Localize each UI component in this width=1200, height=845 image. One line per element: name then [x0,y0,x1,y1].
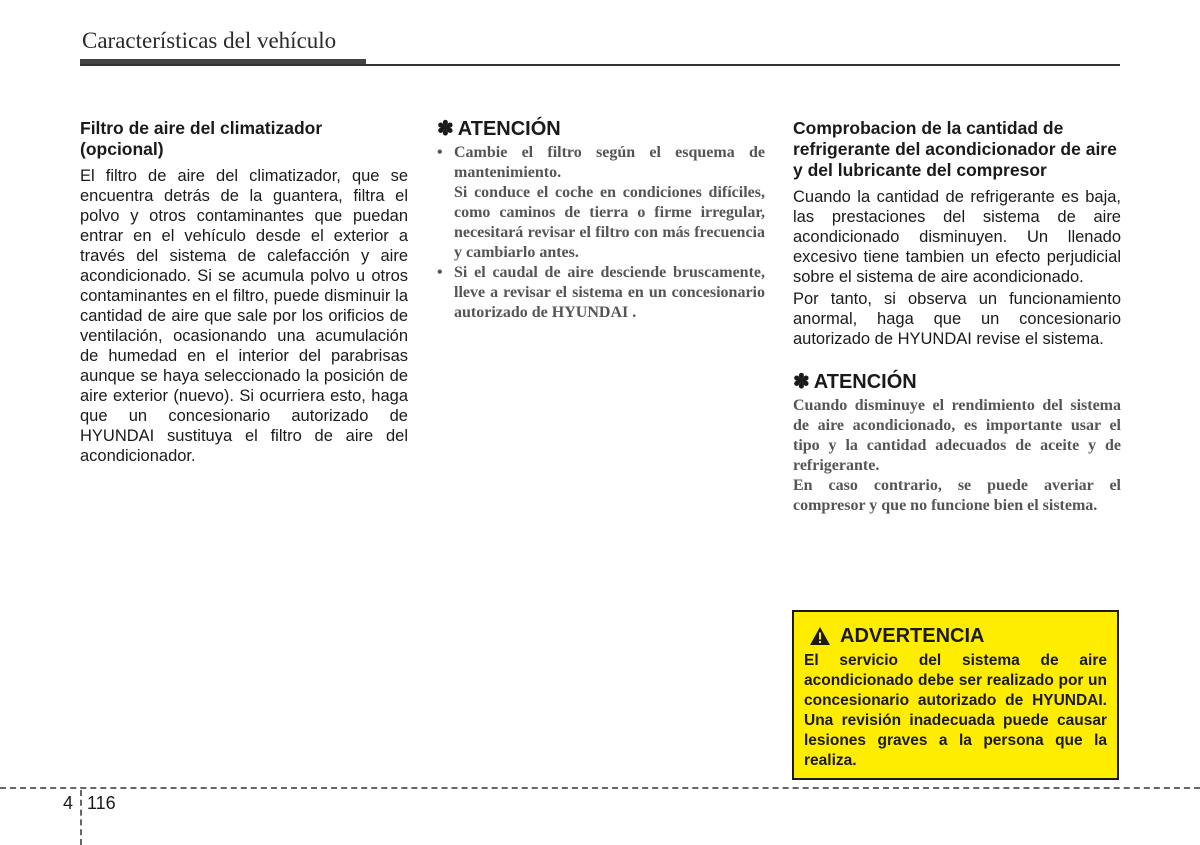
refrigerant-paragraph: Cuando la cantidad de refrigerante es baja, las prestaciones del sistema de aire acondicionado disminuyen. Un llenado excesivo tiene tambien un efecto perjudicial sobre el sistema de aire acondicionado. [793,188,1121,286]
caution-item-text: Si conduce el coche en condiciones difíciles, como caminos de tierra o firme irregular, necesitará revisar el filtro con más frecuencia y cambiarlo antes. [454,184,765,261]
caution-title [793,371,1121,393]
chapter-number: 4 [63,793,74,813]
caution-title [437,118,765,140]
section-heading-refrigerant: Comprobacion de la cantidad de refrigerante del acondicionador de aire y del lubricante del compresor [793,118,1117,180]
caution-text: En caso contrario, se puede averiar el compresor y que no funcione bien el sistema. [793,477,1121,514]
asterisk-icon: ✽ [437,118,454,140]
caution-list-item [437,263,765,323]
caution-item-text: Si el caudal de aire desciende bruscamente, lleve a revisar el sistema en un concesionario autorizado de HYUNDAI . [454,264,765,321]
footer-rule [0,787,1200,789]
column-refrigerant [793,118,1121,516]
caution-title-label: ATENCIÓN [457,118,561,140]
caution-text: Cuando disminuye el rendimiento del sistema de aire acondicionado, es importante usar el tipo y la cantidad adecuados de aceite y de refrigerante. [793,397,1121,474]
section-heading-air-filter: Filtro de aire del climatizador (opcional) [80,118,323,159]
caution-title-label: ATENCIÓN [813,371,917,393]
column-air-filter [80,118,408,466]
warning-title [804,624,1107,648]
caution-list [437,143,765,323]
header-rule [80,64,1120,66]
page-number: 116 [87,793,116,813]
page-header-title: Características del vehículo [82,28,337,53]
warning-triangle-icon [809,626,831,646]
bullet-icon: • [437,264,443,281]
footer-divider [80,790,82,845]
air-filter-paragraph: El filtro de aire del climatizador, que se encuentra detrás de la guantera, filtra el polvo y otros contaminantes que puedan entrar en el vehículo desde el exterior a través del sistema de calefacción y aire acondicionado. Si se acumula polvo u otros contaminantes en el filtro, puede disminuir la cantidad de aire que sale por los orificios de ventilación, ocasionando una acumulación de humedad en el interior del parabrisas aunque se haya seleccionado la posición de aire exterior (nuevo). Si ocurriera esto, haga que un concesionario autorizado de HYUNDAI sustituya el filtro de aire del acondicionador. [80,167,408,465]
caution-item-text: Cambie el filtro según el esquema de mantenimiento. [454,144,765,181]
warning-box [792,610,1119,780]
caution-list-item [437,143,765,263]
bullet-icon: • [437,144,443,161]
asterisk-icon: ✽ [793,371,810,393]
column-caution-filter [437,118,765,323]
warning-title-label: ADVERTENCIA [840,625,985,647]
warning-text: El servicio del sistema de aire acondicionado debe ser realizado por un concesionario autorizado de HYUNDAI. Una revisión inadecuada puede causar lesiones graves a la persona que la realiza. [804,652,1107,769]
refrigerant-paragraph: Por tanto, si observa un funcionamiento anormal, haga que un concesionario autorizado de HYUNDAI revise el sistema. [793,290,1121,348]
